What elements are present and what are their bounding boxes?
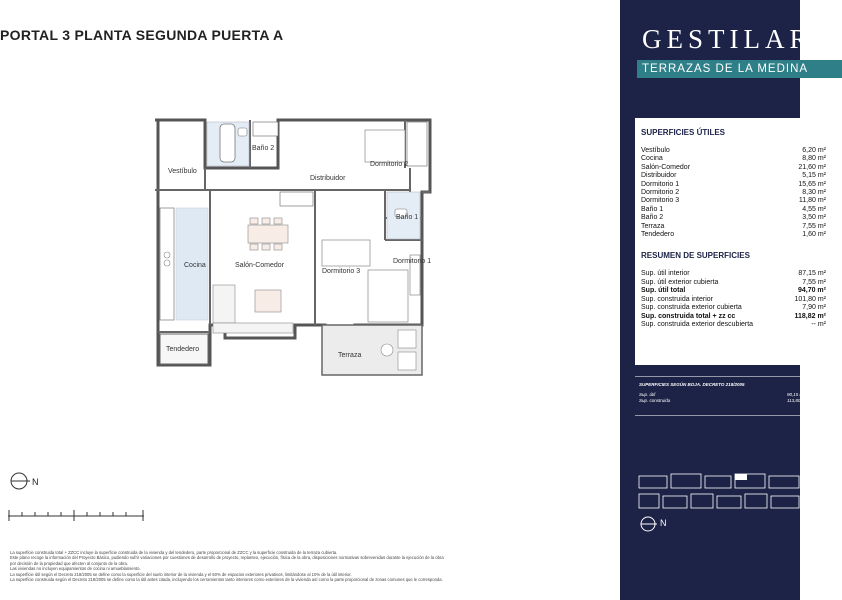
decree-surfaces xyxy=(635,376,835,416)
info-sidebar xyxy=(620,0,826,600)
note-line: La superficie construida según el Decreto 218/2005 se define como la útil antes citada, incluyendo los cerramientos tanto interiores como exteriores de la vivienda así como la parte proporcional de zonas comunes que le corresponda. xyxy=(10,577,443,583)
room-label-bano1: Baño 1 xyxy=(396,214,419,221)
summary-row: Sup. construida exterior descubierta -- m² xyxy=(641,320,826,328)
surface-row: Vestíbulo 6,20 m² xyxy=(641,147,826,154)
room-label-dormitorio2: Dormitorio 2 xyxy=(370,161,409,168)
room-label-bano2: Baño 2 xyxy=(252,145,275,152)
bed-dormitorio2 xyxy=(365,130,405,162)
bed-dormitorio3 xyxy=(322,240,370,266)
surface-row: Baño 2 3,50 m² xyxy=(641,214,826,222)
surface-row: Dormitorio 2 8,30 m² xyxy=(641,189,826,197)
surface-row: Cocina 8,80 m² xyxy=(641,155,826,163)
compass-icon xyxy=(9,470,33,494)
surface-row: Distribuidor 5,15 m² xyxy=(641,172,826,180)
note-line: Las viviendas no incluyen equipamientos de cocina ni amueblamiento. xyxy=(10,566,141,572)
summary-row-total: Sup. construida total + zz cc 118,82 m² xyxy=(641,312,826,320)
note-line: La superficie útil según el Decreto 218/2005 se define como la superficie del suelo interior de la vivienda y el 50% de espacios exteriores privativos, limitándose al 10% de la útil interior. xyxy=(10,571,352,577)
room-label-cocina: Cocina xyxy=(184,262,206,269)
legal-notes xyxy=(10,550,610,582)
bathtub xyxy=(220,124,235,162)
site-compass-icon xyxy=(639,514,659,534)
summary-row: Sup. útil interior 87,15 m² xyxy=(641,270,826,278)
room-label-vestibulo: Vestíbulo xyxy=(168,168,197,175)
site-plan-icon xyxy=(635,470,805,514)
room-label-distribuidor: Distribuidor xyxy=(310,175,346,182)
decree-row: Sup. útil 90,15 m² xyxy=(639,392,805,397)
summary-list xyxy=(641,270,827,329)
surface-row: Terraza 7,55 m² xyxy=(641,222,826,230)
floor-plan xyxy=(150,110,450,390)
page-title: PORTAL 3 PLANTA SEGUNDA PUERTA A xyxy=(0,27,284,43)
site-compass-label: N xyxy=(660,518,667,528)
room-label-dormitorio3: Dormitorio 3 xyxy=(322,268,361,275)
summary-row: Sup. útil exterior cubierta 7,55 m² xyxy=(641,278,826,286)
useful-surfaces-title: SUPERFICIES ÚTILES xyxy=(641,128,726,137)
room-label-tendedero: Tendedero xyxy=(166,346,200,353)
decree-title: SUPERFICIES SEGÚN BOJA. DECRETO 218/2005 xyxy=(639,382,745,387)
compass-label: N xyxy=(32,477,39,487)
summary-row: Sup. construida interior 101,80 m² xyxy=(641,295,826,303)
summary-title: RESUMEN DE SUPERFICIES xyxy=(641,251,750,261)
surface-row: Dormitorio 1 15,65 m² xyxy=(641,180,826,188)
brand-logo: GESTILAR xyxy=(642,24,813,54)
room-label-terraza: Terraza xyxy=(338,352,362,359)
note-line: por decisión de la propiedad que afecten al conjunto de la obra. xyxy=(10,560,129,566)
scale-bar-icon xyxy=(8,508,148,522)
bed-dormitorio1 xyxy=(368,270,408,322)
brand-subtitle: TERRAZAS DE LA MEDINA xyxy=(637,60,842,78)
note-line: La superficie construida total + ZZCC incluye la superficie construida de la vivienda y del tendedero, parte proporcional de ZZCC y la superficie construida de la terraza cubierta. xyxy=(10,550,338,555)
note-line: Este plano recoge la información del Proyecto Básico, pudiendo sufrir variaciones por cuestiones de desarrollo de proyecto, replanteo, ejecución, física de la obra, disposiciones normativas sobrevenidas durante la ejecución de la obra xyxy=(10,555,444,561)
surface-row: Tendedero 1,60 m² xyxy=(641,231,826,239)
decree-row: Sup. construida 113,80 m² xyxy=(639,397,807,403)
surface-row: Baño 1 4,55 m² xyxy=(641,205,826,213)
surfaces-panel xyxy=(635,118,835,365)
summary-row-total: Sup. útil total 94,70 m² xyxy=(641,287,826,295)
surface-row: Salón-Comedor 21,60 m² xyxy=(641,163,826,171)
useful-surfaces-list xyxy=(641,147,827,239)
room-label-dormitorio1: Dormitorio 1 xyxy=(393,258,432,265)
room-label-salon: Salón-Comedor xyxy=(235,262,285,269)
summary-row: Sup. construida exterior cubierta 7,90 m² xyxy=(641,304,826,312)
surface-row: Dormitorio 3 11,80 m² xyxy=(641,197,826,205)
